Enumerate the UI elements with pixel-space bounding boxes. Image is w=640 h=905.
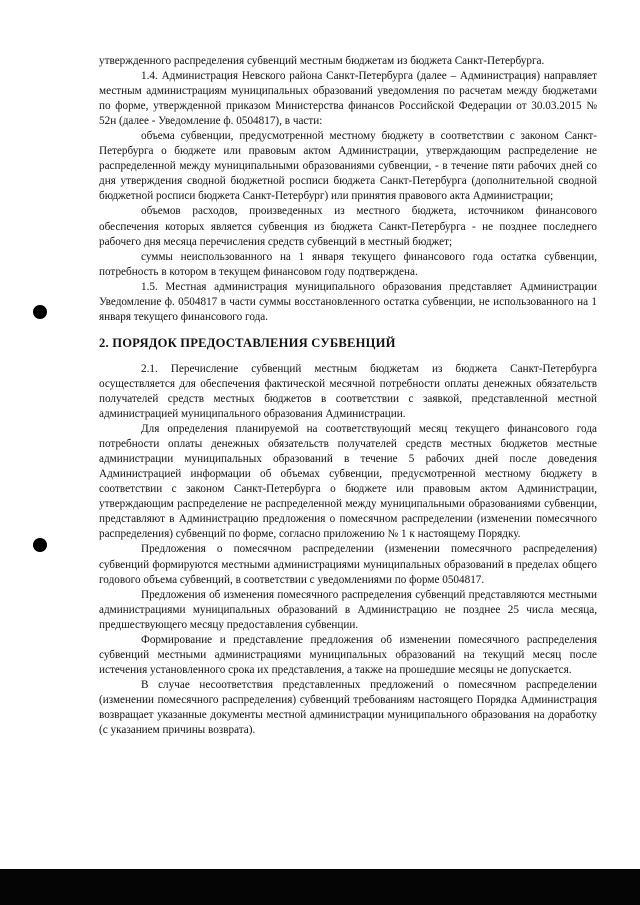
paragraph-late-proposals: Формирование и представление предложения об изменении помесячного распределения субвенций местными администрациями муниципальных образований на текущий месяц после истечения установленного срока их представления, а также на прошедшие месяцы не допускается.: [99, 633, 597, 676]
section-heading: 2. ПОРЯДОК ПРЕДОСТАВЛЕНИЯ СУБВЕНЦИЙ: [99, 335, 396, 350]
paragraph-1-5: 1.5. Местная администрация муниципального образования представляет Администрации Уведомление ф. 0504817 в части суммы восстановленного остатка субвенции, не использованного на 1 января текущего финансового года.: [99, 280, 597, 323]
binder-hole-bottom: [33, 538, 47, 552]
paragraph-proposals-deadline: Предложения об изменения помесячного распределения субвенций представляются местными администрациями муниципальных образований в Администрацию не позднее 25 числа месяца, предшествующего месяцу предоставления субвенции.: [99, 588, 597, 631]
document-body: [99, 54, 597, 738]
paragraph-1-4: 1.4. Администрация Невского района Санкт-Петербурга (далее – Администрация) направляет местным администрациям муниципальных образований уведомления по расчетам между бюджетами по форме, утвержденной приказом Министерства финансов Российской Федерации от 30.03.2015 № 52н (далее - Уведомление ф. 0504817), в части:: [99, 70, 597, 128]
binder-hole-top: [33, 305, 47, 319]
paragraph-nonconformity: В случае несоответствия представленных предложений о помесячном распределении (изменении помесячного распределения) субвенций требованиям настоящего Порядка Администрация возвращает указанные документы местной администрации муниципального образования на доработку (с указанием причины возврата).: [99, 678, 597, 737]
paragraph-monthly-need: Для определения планируемой на соответствующий месяц текущего финансового года потребности оплаты денежных обязательств получателей средств местных бюджетов местные администрации муниципальных образований в течение 5 рабочих дней после доведения Администрацией информации об объемах субвенции, предусмотренной местному бюджету в соответствии с законом Санкт-Петербурга о бюджете или правовым актом Администрации, утверждающим распределение не распределенной между муниципальными образованиями субвенции, представляют в Администрацию предложения о помесячном распределении (изменении помесячного распределения) субвенций по форме, согласно приложению № 1 к настоящему Порядку.: [99, 423, 597, 541]
paragraph-2-1: 2.1. Перечисление субвенций местным бюджетам из бюджета Санкт-Петербурга осуществляется для обеспечения фактической месячной потребности оплаты денежных обязательств получателей средств местных бюджетов в соответствии с заявкой, представленной местной администрацией муниципального образования Администрации.: [99, 362, 597, 421]
paragraph-unused-balance: суммы неиспользованного на 1 января текущего финансового года остатка субвенции, потребность в котором в текущем финансовом году подтверждена.: [99, 250, 597, 278]
paragraph-subvention-volume: объема субвенции, предусмотренной местному бюджету в соответствии с законом Санкт-Петербурга о бюджете или правовым актом Администрации, утверждающим распределение не распределенной между муниципальными образованиями субвенции, - в течение пяти рабочих дней со дня утверждения сводной бюджетной росписи бюджета Санкт-Петербурга (дополнительной сводной бюджетной росписи бюджета Санкт-Петербург) или принятия правового акта Администрации;: [99, 130, 597, 203]
scan-bottom-edge: [0, 869, 640, 905]
paragraph-continuation: утвержденного распределения субвенций местным бюджетам из бюджета Санкт-Петербурга.: [99, 55, 545, 67]
paragraph-proposals-formed: Предложения о помесячном распределении (изменении помесячного распределения) субвенций формируются местными администрациями муниципальных образований в пределах общего годового объема субвенций, в соответствии с уведомлениями по форме 0504817.: [99, 543, 597, 586]
paragraph-expenses-volume: объемов расходов, произведенных из местного бюджета, источником финансового обеспечения которых является субвенция из бюджета Санкт-Петербурга - не позднее последнего рабочего дня месяца перечисления средств субвенций в местный бюджет;: [99, 205, 597, 248]
